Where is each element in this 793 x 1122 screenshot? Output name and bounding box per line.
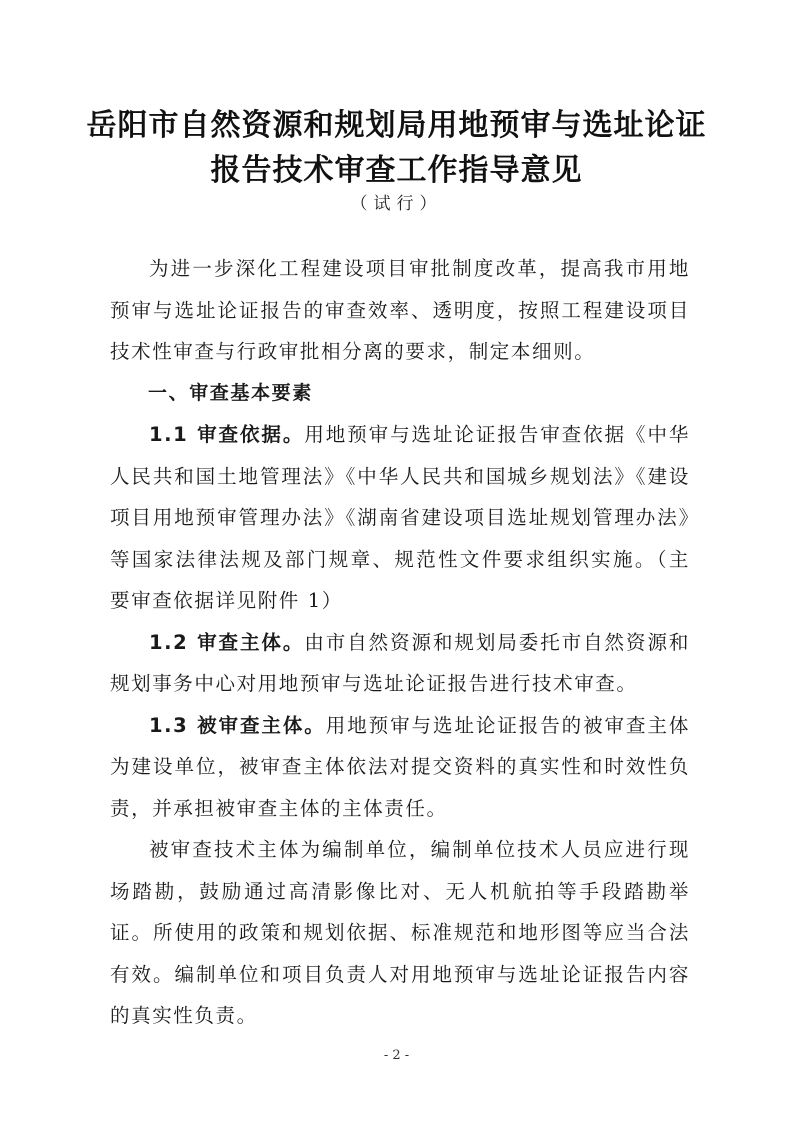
clause-1-1 bbox=[110, 414, 690, 622]
page-number: - 2 - bbox=[383, 1048, 410, 1063]
clause-1-2 bbox=[110, 622, 690, 705]
document-title-line-1: 岳阳市自然资源和规划局用地预审与选址论证 bbox=[86, 108, 707, 143]
document-subtitle: （试行） bbox=[350, 194, 443, 214]
clause-1-2-text: 由市自然资源和规划局委托市自然资源和规划事务中心对用地预审与选址论证报告进行技术审查。 bbox=[110, 630, 690, 695]
document-title-line-2: 报告技术审查工作指导意见 bbox=[210, 153, 583, 188]
clause-1-2-lead: 1.2 审查主体。 bbox=[149, 630, 305, 654]
clause-1-3-lead: 1.3 被审查主体。 bbox=[149, 713, 326, 737]
clause-1-3 bbox=[110, 705, 690, 830]
closing-paragraph: 被审查技术主体为编制单位，编制单位技术人员应进行现场踏勘，鼓励通过高清影像比对、无人机航拍等手段踏勘举证。所使用的政策和规划依据、标准规范和地形图等应当合法有效。编制单位和项目负责人对用地预审与选址论证报告内容的真实性负责。 bbox=[110, 838, 690, 1027]
intro-paragraph: 为进一步深化工程建设项目审批制度改革，提高我市用地预审与选址论证报告的审查效率、透明度，按照工程建设项目技术性审查与行政审批相分离的要求，制定本细则。 bbox=[110, 257, 690, 363]
clause-1-1-text: 用地预审与选址论证报告审查依据《中华人民共和国土地管理法》《中华人民共和国城乡规划法》《建设项目用地预审管理办法》《湖南省建设项目选址规划管理办法》等国家法律法规及部门规章、规范性文件要求组织实施。（主要审查依据详见附件 1） bbox=[110, 423, 690, 612]
section-heading-1: 一、审查基本要素 bbox=[148, 381, 313, 404]
document-body bbox=[110, 248, 690, 1037]
clause-1-3-text: 用地预审与选址论证报告的被审查主体为建设单位，被审查主体依法对提交资料的真实性和时效性负责，并承担被审查主体的主体责任。 bbox=[110, 713, 690, 820]
clause-1-1-lead: 1.1 审查依据。 bbox=[149, 423, 305, 446]
